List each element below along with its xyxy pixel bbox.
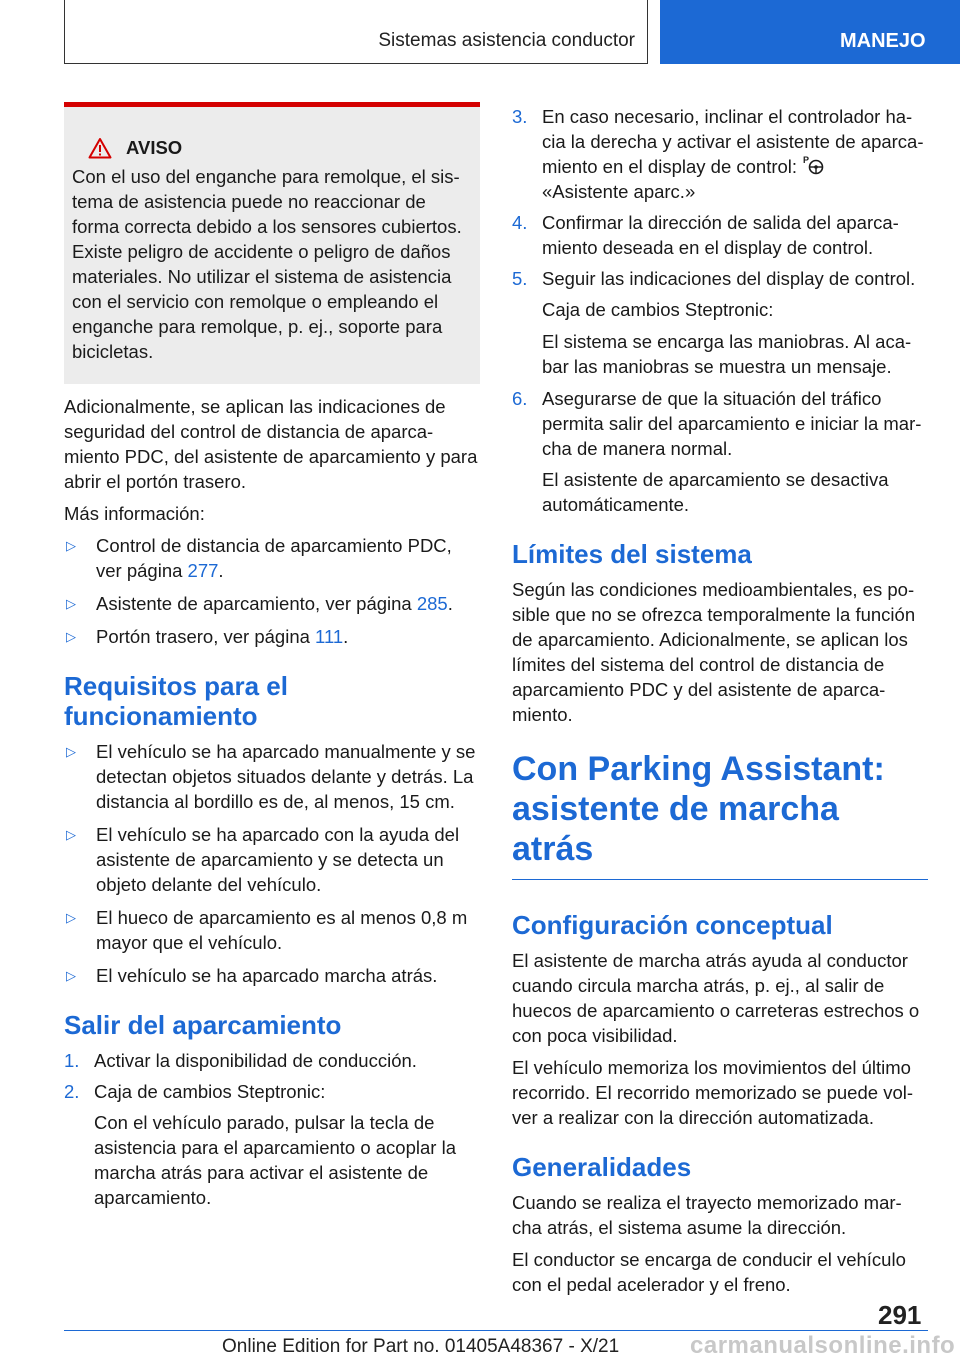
list-item: ▷ Portón trasero, ver página 111. [66, 626, 349, 647]
bullet-triangle-icon: ▷ [66, 827, 76, 842]
concept-heading: Configuración conceptual [512, 910, 833, 940]
general-paragraph: El conductor se encarga de conducir el vehículo con el pedal acelerador y el freno. [512, 1249, 906, 1295]
section-title: Sistemas asistencia conductor [378, 30, 635, 51]
list-item: ▷ El vehículo se ha aparcado manualmente y se detectan objetos situados delante y detrás. La distancia al bordillo es de, al menos, 15 cm. [66, 741, 476, 812]
svg-text:P: P [803, 155, 810, 165]
list-item: ▷ Control de distancia de aparcamiento PDC, ver página 277. [66, 535, 452, 581]
warning-box [64, 102, 480, 384]
concept-paragraph: El vehículo memoriza los movimientos del último recorrido. El recorrido memorizado se puede vol-ver a realizar con la dirección automatizada. [512, 1057, 914, 1128]
bullet-triangle-icon: ▷ [66, 910, 76, 925]
bullet-triangle-icon: ▷ [66, 968, 76, 983]
link-text: Asistente de aparcamiento, ver página [96, 593, 417, 614]
bullet-triangle-icon: ▷ [66, 596, 76, 611]
intro-paragraph: Adicionalmente, se aplican las indicaciones de seguridad del control de distancia de aparca-miento PDC, del asistente de aparcamiento y para abrir el portón trasero. [64, 396, 478, 492]
step-detail: Caja de cambios Steptronic: [542, 299, 774, 320]
bullet-triangle-icon: ▷ [66, 538, 76, 553]
requirements-heading: Requisitos para el funcionamiento [64, 671, 288, 731]
chapter-tab[interactable]: MANEJO [660, 0, 960, 64]
watermark-brand: carmanualsonline.info [690, 1332, 956, 1359]
exit-heading: Salir del aparcamiento [64, 1010, 342, 1040]
left-column [64, 102, 480, 1217]
edition-text: Online Edition for Part no. 01405A48367 - X/21 [222, 1336, 620, 1357]
menu-label: «Asistente aparc.» [542, 181, 696, 202]
general-heading: Generalidades [512, 1152, 692, 1182]
link-text: Portón trasero, ver página [96, 626, 316, 647]
numbered-step: 2. Caja de cambios Steptronic: [64, 1081, 326, 1102]
warning-label: AVISO [126, 137, 183, 158]
warning-text: Con el uso del enganche para remolque, el sis-tema de asistencia puede no reaccionar de forma correcta debido a los sensores cubiertos. Existe peligro de accidente o peligro de daños materiales. No utilizar el sistema de asistencia con el servicio con remolque o empleando el enganche para remolque, p. ej., soporte para bicicletas. [72, 166, 462, 362]
step-detail: Con el vehículo parado, pulsar la tecla de asistencia para el aparcamiento o acoplar la marcha atrás para activar el asistente de aparcamiento. [94, 1112, 456, 1208]
right-column [512, 102, 928, 1304]
general-paragraph: Cuando se realiza el trayecto memorizado mar-cha atrás, el sistema asume la dirección. [512, 1192, 902, 1238]
numbered-step: 6. Asegurarse de que la situación del tráfico permita salir del aparcamiento e iniciar la mar-cha de manera normal. [512, 388, 922, 459]
main-section-heading: Con Parking Assistant: asistente de marcha atrás [512, 749, 928, 880]
warning-triangle-icon [88, 137, 112, 159]
page-link[interactable]: 277 [187, 560, 219, 581]
bullet-triangle-icon: ▷ [66, 744, 76, 759]
header-title-box [64, 0, 648, 64]
step-detail: El asistente de aparcamiento se desactiva automáticamente. [542, 469, 889, 515]
list-item: ▷ El vehículo se ha aparcado marcha atrás. [66, 965, 438, 986]
limits-paragraph: Según las condiciones medioambientales, es po-sible que no se ofrezca temporalmente la función de aparcamiento. Adicionalmente, se aplican los límites del sistema del control de distancia de aparcamiento PDC y del asistente de aparca-miento. [512, 579, 916, 725]
limits-heading: Límites del sistema [512, 539, 752, 569]
page-link[interactable]: 285 [416, 593, 448, 614]
bullet-triangle-icon: ▷ [66, 629, 76, 644]
warning-header [72, 135, 472, 160]
page-link[interactable]: 111 [315, 626, 344, 647]
numbered-step: 1. Activar la disponibilidad de conducción. [64, 1050, 417, 1071]
concept-paragraph: El asistente de marcha atrás ayuda al conductor cuando circula marcha atrás, p. ej., al salir de huecos de aparcamiento o carreteras estrechos o con poca visibilidad. [512, 950, 920, 1046]
footer-divider [64, 1330, 928, 1331]
link-text: Control de distancia de aparcamiento PDC, ver página [96, 535, 452, 581]
page-number: 291 [878, 1300, 922, 1330]
list-item: ▷ El vehículo se ha aparcado con la ayuda del asistente de aparcamiento y se detecta un objeto delante del vehículo. [66, 824, 460, 895]
more-info-label: Más información: [64, 503, 205, 524]
numbered-step: 4. Confirmar la dirección de salida del aparca-miento deseada en el display de control. [512, 212, 899, 258]
parking-steering-icon [801, 154, 827, 176]
list-item: ▷ Asistente de aparcamiento, ver página 285. [66, 593, 453, 614]
numbered-step: 3. En caso necesario, inclinar el controlador ha-cia la derecha y activar el asistente de aparca-miento en el display de control: P «Asistente aparc.» [512, 106, 924, 202]
list-item: ▷ El hueco de aparcamiento es al menos 0,8 m mayor que el vehículo. [66, 907, 468, 953]
numbered-step: 5. Seguir las indicaciones del display de control. [512, 268, 916, 289]
step-detail: El sistema se encarga las maniobras. Al aca-bar las maniobras se muestra un mensaje. [542, 331, 912, 377]
